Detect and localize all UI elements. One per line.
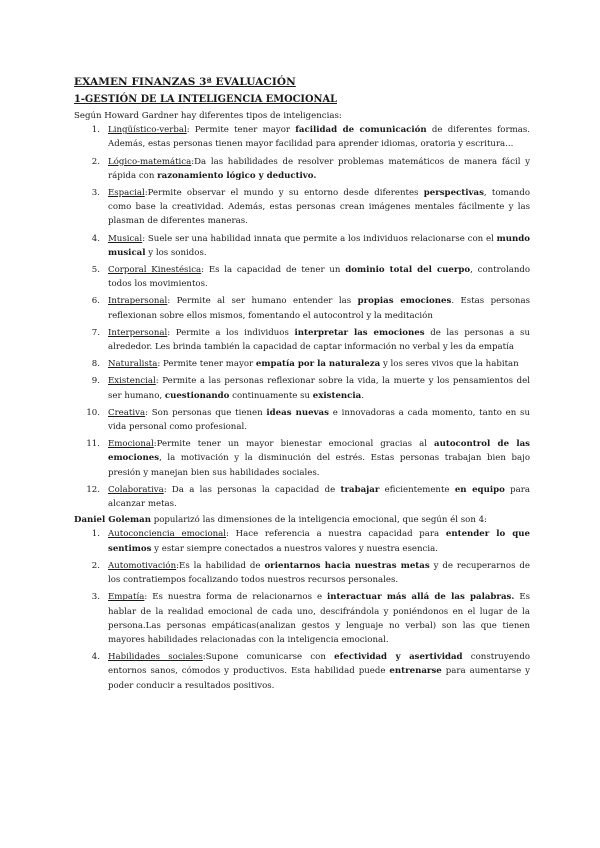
item-text: de diferentes formas. Además, estas personas tienen mayor facilidad para aprender idiomas, oratoria y escritura...	[108, 125, 530, 150]
item-text: , la motivación y la disminución del estrés. Estas personas trabajan bien bajo presión y manejan bien sus habilidades sociales.	[108, 453, 530, 478]
intelligence-item	[74, 326, 530, 354]
list-item-body	[108, 406, 530, 434]
item-term: Corporal Kinestésica	[108, 265, 202, 276]
intelligence-item	[74, 232, 530, 260]
bold-term: autocontrol de las emociones	[108, 439, 530, 464]
list-item-body	[108, 155, 530, 183]
item-text: y de recuperarnos de los contratiempos focalizando todos nuestros recursos personales.	[108, 560, 531, 586]
bold-term: razonamiento lógico y deductivo.	[157, 170, 317, 181]
item-text: : Hace referencia a nuestra capacidad para	[226, 529, 446, 540]
intro-paragraph: Según Howard Gardner hay diferentes tipos de inteligencias:	[74, 111, 342, 121]
list-number: 5.	[91, 265, 100, 276]
item-term: Colaborativa	[108, 484, 164, 495]
item-term: Espacial	[108, 188, 145, 199]
list-number: 6.	[91, 296, 100, 307]
intelligence-item	[74, 294, 530, 322]
item-text: : Permite al ser humano entender las	[167, 296, 358, 307]
list-item-body	[108, 123, 530, 151]
intelligence-item	[74, 263, 530, 291]
item-term: Habilidades sociales	[108, 652, 203, 663]
bold-term: dominio total del cuerpo	[345, 265, 471, 276]
dimension-item	[74, 650, 530, 693]
item-text: :Da las habilidades de resolver problemas matemáticos de manera fácil y rápida con	[108, 156, 530, 181]
intelligence-item	[74, 406, 530, 434]
bold-term: interpretar las emociones	[294, 327, 425, 338]
list-item-body	[108, 590, 530, 647]
intelligence-item	[74, 123, 530, 151]
item-text: :Es la habilidad de	[176, 560, 265, 571]
item-text: construyendo entornos sanos, cómodos y productivos. Esta habilidad puede	[108, 652, 530, 677]
bold-term: en equipo	[454, 484, 505, 495]
item-text: y los seres vivos que la habitan	[380, 359, 519, 370]
list-item-body	[108, 357, 530, 371]
dimensions-list	[74, 527, 530, 692]
list-number: 4.	[91, 233, 100, 244]
item-text: Es hablar de la realidad emocional de cada uno, descifrándola y poniéndonos en el lugar de la persona.Las personas empáticas(analizan gestos y lenguaje no verbal) son las que tienen mayores habilidades relacionadas con la inteligencia emocional.	[108, 592, 531, 645]
item-text: : Es nuestra forma de relacionarnos e	[144, 592, 328, 603]
bold-term: ideas nuevas	[266, 407, 329, 418]
bold-term: facilidad de comunicación	[295, 125, 427, 136]
bold-term: perspectivas	[423, 188, 484, 199]
bold-term: existencia	[312, 390, 362, 401]
list-number: 3.	[91, 188, 100, 199]
item-term: Naturalista	[108, 359, 158, 370]
list-item-body	[108, 650, 530, 693]
item-text: : Permite tener mayor	[186, 125, 296, 136]
item-text: , controlando todos los movimientos.	[108, 265, 531, 290]
item-text: continuamente su	[229, 390, 313, 401]
item-text: . Estas personas reflexionan sobre ellos mismos, fomentando el autocontrol y la meditación	[108, 296, 530, 321]
item-text: : Permite a los individuos	[167, 327, 295, 338]
bold-term: empatía por la naturaleza	[255, 359, 381, 370]
item-text: popularizó las dimensiones de la inteligencia emocional, que según él son 4:	[150, 515, 487, 526]
list-item-body	[108, 437, 530, 480]
item-term: Lingüístico-verbal	[108, 125, 187, 136]
list-item-body	[108, 263, 530, 291]
list-number: 2.	[91, 156, 100, 167]
item-term: Creativa	[108, 407, 146, 418]
bold-term: entender lo que sentimos	[108, 529, 530, 554]
intelligence-item	[74, 483, 530, 511]
bold-term: interactuar más allá de las palabras.	[327, 592, 515, 603]
item-text: : Es la capacidad de tener un	[201, 265, 346, 276]
bold-term: propias emociones	[357, 296, 452, 307]
item-text: eficientemente	[379, 484, 455, 495]
item-text: , tomando como base la creatividad. Además, estas personas crean imágenes mentales fácilmente y las plasman de diferentes maneras.	[108, 188, 531, 227]
list-item-body	[108, 483, 530, 511]
item-text: :Supone comunicarse con	[202, 652, 335, 663]
item-text: : Da a las personas la capacidad de	[163, 484, 341, 495]
item-text: e innovadoras a cada momento, tanto en su vida personal como profesional.	[108, 407, 531, 433]
document-page	[74, 76, 530, 696]
bold-term: orientarnos hacia nuestras metas	[264, 560, 430, 571]
list-number: 1.	[91, 529, 100, 540]
item-term: Emocional	[108, 439, 154, 450]
item-term: Automotivación	[108, 560, 177, 571]
item-text: para alcanzar metas.	[108, 484, 530, 510]
bold-term: efectividad y asertividad	[334, 652, 463, 663]
list-number: 4.	[91, 652, 100, 663]
list-item-body	[108, 374, 530, 402]
list-number: 12.	[86, 484, 100, 495]
item-text: : Son personas que tienen	[145, 407, 267, 418]
bold-term: trabajar	[340, 484, 380, 495]
section-heading: 1-GESTIÓN DE LA INTELIGENCIA EMOCIONAL	[74, 94, 337, 105]
intelligence-item	[74, 155, 530, 183]
bold-term: mundo musical	[108, 233, 530, 258]
list-item-body	[108, 527, 530, 555]
intelligence-item	[74, 437, 530, 480]
item-text: : Permite tener mayor	[157, 359, 256, 370]
item-text: : Permite a las personas reflexionar sobre la vida, la muerte y los pensamientos del ser humano,	[108, 376, 530, 401]
item-term: Musical	[108, 233, 143, 244]
intelligence-item	[74, 357, 530, 371]
intelligences-list	[74, 123, 530, 511]
list-number: 3.	[91, 592, 100, 603]
list-number: 10.	[86, 407, 100, 418]
item-text: .	[361, 390, 364, 401]
list-number: 9.	[91, 376, 100, 387]
item-text: :Permite observar el mundo y su entorno desde diferentes	[144, 188, 424, 199]
item-term: Existencial	[108, 376, 156, 387]
item-term: Autoconciencia emocional	[108, 529, 227, 540]
list-number: 8.	[91, 359, 100, 370]
dimension-item	[74, 527, 530, 555]
dimension-item	[74, 590, 530, 647]
item-term: Interpersonal	[108, 327, 168, 338]
item-text: :Permite tener un mayor bienestar emocional gracias al	[153, 439, 435, 450]
list-item-body	[108, 559, 530, 587]
document-title: EXAMEN FINANZAS 3ª EVALUACIÓN	[74, 76, 296, 88]
bold-term: cuestionando	[164, 390, 230, 401]
dimension-item	[74, 559, 530, 587]
item-term: Intrapersonal	[108, 296, 168, 307]
item-text: y los sonidos.	[145, 247, 207, 258]
intelligence-item	[74, 374, 530, 402]
list-number: 2.	[91, 560, 100, 571]
intelligence-item	[74, 186, 530, 229]
list-number: 11.	[86, 439, 100, 450]
list-number: 1.	[91, 125, 100, 136]
item-term: Lógico-matemática	[108, 156, 192, 167]
list-item-body	[108, 294, 530, 322]
list-number: 7.	[91, 327, 100, 338]
item-text: y estar siempre conectados a nuestros valores y nuestra esencia.	[151, 543, 438, 554]
list-item-body	[108, 186, 530, 229]
item-text: para aumentarse y poder conducir a resultados positivos.	[108, 666, 531, 691]
list-item-body	[108, 232, 530, 260]
item-term: Empatía	[108, 592, 145, 603]
bold-term: Daniel Goleman	[74, 515, 151, 526]
item-text: : Suele ser una habilidad innata que permite a los individuos relacionarse con el	[142, 233, 497, 244]
goleman-paragraph	[74, 513, 530, 527]
bold-term: entrenarse	[389, 666, 442, 677]
item-text: de las personas a su alrededor. Les brinda también la capacidad de captar información no verbal y les da empatía	[108, 327, 530, 353]
list-item-body	[108, 326, 530, 354]
